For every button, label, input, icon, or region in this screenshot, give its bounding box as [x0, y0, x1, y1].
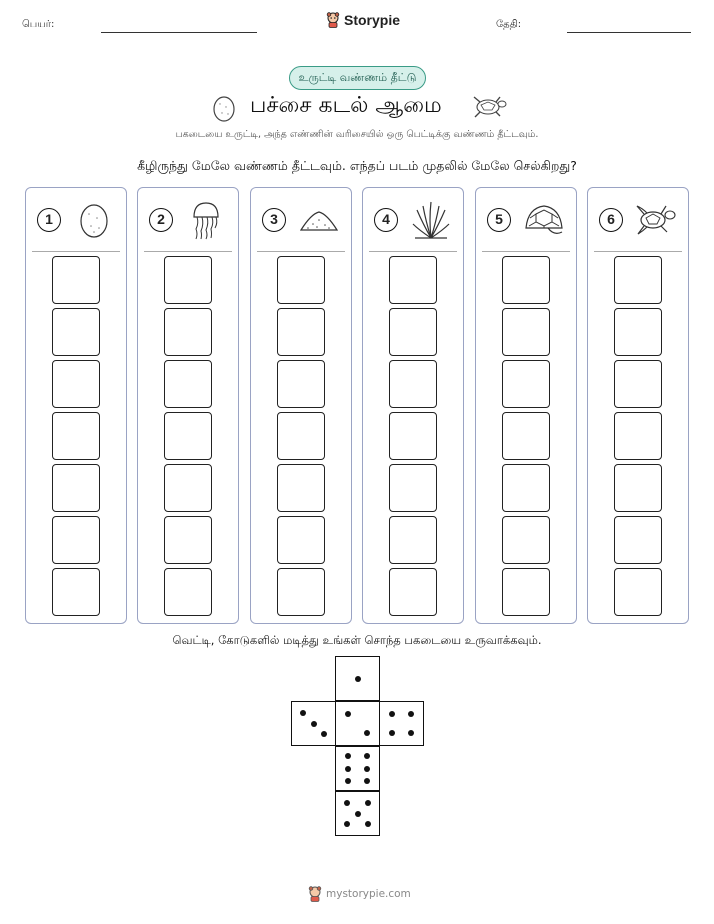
die-pip [408, 711, 414, 717]
cut-instruction: வெட்டி, கோடுகளில் மடித்து உங்கள் சொந்த பகடையை உருவாக்கவும். [172, 633, 542, 647]
storypie-mascot-icon [308, 886, 322, 902]
column-number: 4 [374, 208, 398, 232]
die-pip [345, 778, 351, 784]
die-pip [345, 766, 351, 772]
footer [308, 886, 411, 902]
die-face-3 [291, 701, 336, 746]
die-pip [365, 800, 371, 806]
die-pip [408, 730, 414, 736]
name-label: பெயர்: [22, 19, 55, 30]
die-pip [364, 766, 370, 772]
die-pip [300, 710, 306, 716]
die-pip [355, 811, 361, 817]
column-number: 1 [37, 208, 61, 232]
footer-url[interactable]: mystorypie.com [326, 888, 411, 900]
column-number: 6 [599, 208, 623, 232]
die-pip [311, 721, 317, 727]
die-pip [364, 753, 370, 759]
die-pip [344, 800, 350, 806]
column-number: 2 [149, 208, 173, 232]
page-title: பச்சை கடல் ஆமை [250, 93, 442, 118]
activity-badge: உருட்டி வண்ணம் தீட்டு [289, 66, 426, 90]
subtitle: பகடையை உருட்டி, அந்த எண்ணின் வரிசையில் ஒரு பெட்டிக்கு வண்ணம் தீட்டவும். [175, 129, 539, 140]
die-face-1 [335, 656, 380, 701]
instruction: கீழிருந்து மேலே வண்ணம் தீட்டவும். எந்தப் படம் முதலில் மேலே செல்கிறது? [137, 158, 577, 173]
date-label: தேதி: [496, 19, 522, 30]
die-pip [364, 730, 370, 736]
die-pip [321, 731, 327, 737]
die-face-5 [335, 791, 380, 836]
column-number: 5 [487, 208, 511, 232]
die-pip [355, 676, 361, 682]
die-pip [344, 821, 350, 827]
die-pip [345, 753, 351, 759]
die-face-2 [335, 701, 380, 746]
die-pip [345, 711, 351, 717]
die-pip [364, 778, 370, 784]
die-pip [389, 730, 395, 736]
column-number: 3 [262, 208, 286, 232]
die-pip [389, 711, 395, 717]
die-face-6 [335, 746, 380, 791]
die-pip [365, 821, 371, 827]
brand-name: Storypie [344, 12, 401, 28]
die-face-4 [379, 701, 424, 746]
